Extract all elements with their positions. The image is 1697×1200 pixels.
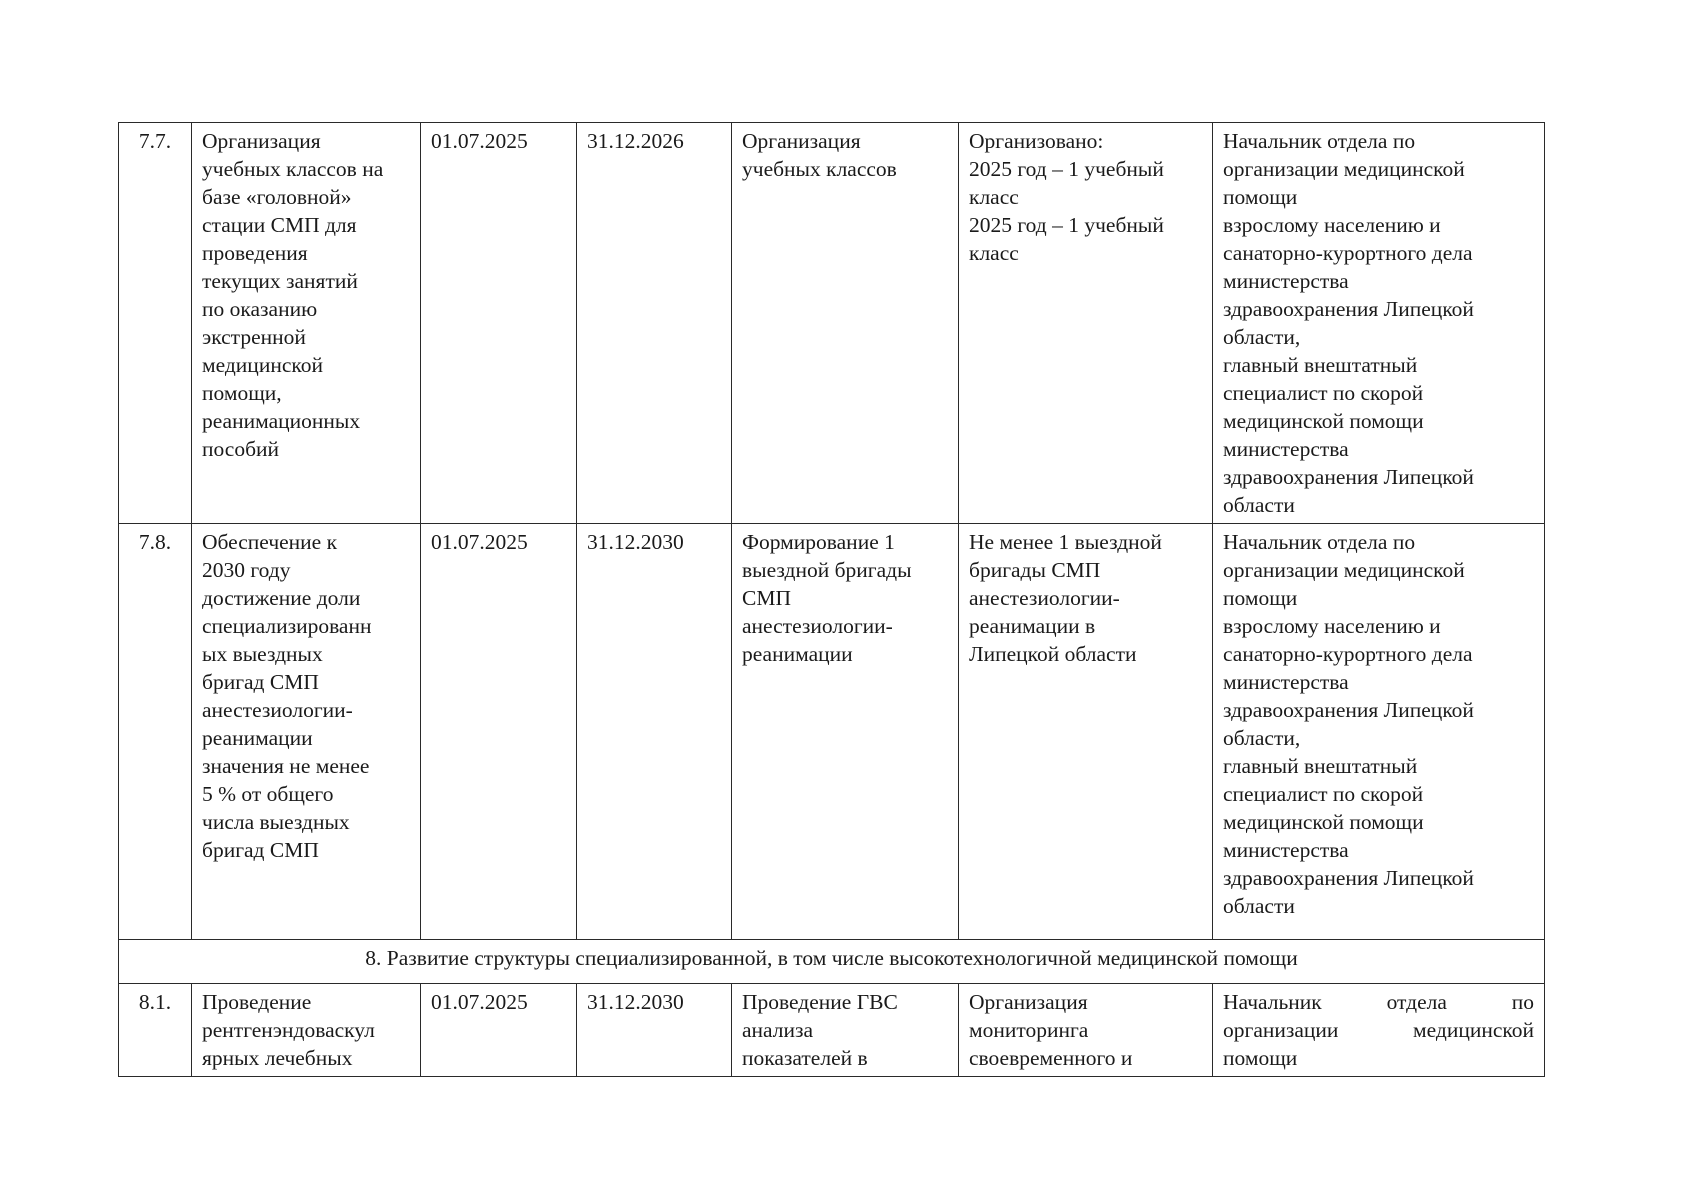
text-line: анестезиологии-	[202, 698, 353, 722]
text-line: СМП	[742, 586, 791, 610]
text-line: учебных классов на	[202, 157, 384, 181]
text-line: анестезиологии-	[969, 586, 1120, 610]
text-line: Проведение ГВС	[742, 990, 898, 1014]
text-line: бригад СМП	[202, 838, 319, 862]
text-line: специалист по скорой	[1223, 381, 1424, 405]
result-cell	[732, 524, 959, 940]
text-line: специалист по скорой	[1223, 782, 1424, 806]
responsible-cell	[1213, 984, 1545, 1077]
text-line: 2025 год – 1 учебный	[969, 157, 1164, 181]
text-line: помощи	[1223, 185, 1298, 209]
text-line: ярных лечебных	[202, 1046, 353, 1070]
end-date-cell: 31.12.2030	[577, 524, 732, 940]
text-line: 2025 год – 1 учебный	[969, 213, 1164, 237]
text-line: главный внештатный	[1223, 754, 1418, 778]
text-line: реанимации	[202, 726, 313, 750]
text-line: Формирование 1	[742, 530, 895, 554]
text-line: Липецкой области	[969, 642, 1137, 666]
text-line: класс	[969, 241, 1019, 265]
text-line: 5 % от общего	[202, 782, 334, 806]
text-line: базе «головной»	[202, 185, 352, 209]
text-line: Не менее 1 выездной	[969, 530, 1162, 554]
indicator-cell	[959, 524, 1213, 940]
text-line: проведения	[202, 241, 308, 265]
text-line: помощи	[1223, 1046, 1298, 1070]
text-line: медицинской помощи	[1223, 409, 1424, 433]
responsible-cell	[1213, 524, 1545, 940]
text-line: текущих занятий	[202, 269, 358, 293]
text-line: достижение доли	[202, 586, 361, 610]
text-line: экстренной	[202, 325, 306, 349]
text-line: Организация	[742, 129, 861, 153]
text-line: помощи	[1223, 586, 1298, 610]
text-line: реанимации в	[969, 614, 1096, 638]
plan-table	[118, 122, 1545, 1077]
row-number: 7.7.	[119, 123, 192, 524]
text-line: взрослому населению и	[1223, 614, 1441, 638]
text-line: стации СМП для	[202, 213, 357, 237]
text-line: главный внештатный	[1223, 353, 1418, 377]
text-line: министерства	[1223, 437, 1349, 461]
text-line: рентгенэндоваскул	[202, 1018, 375, 1042]
text-line: анестезиологии-	[742, 614, 893, 638]
start-date-cell: 01.07.2025	[421, 123, 577, 524]
text-line: реанимации	[742, 642, 853, 666]
text-line: Обеспечение к	[202, 530, 338, 554]
start-date-cell: 01.07.2025	[421, 984, 577, 1077]
result-cell	[732, 984, 959, 1077]
text-line: реанимационных	[202, 409, 361, 433]
text-line: здравоохранения Липецкой	[1223, 866, 1474, 890]
text-line: ых выездных	[202, 642, 323, 666]
row-number: 8.1.	[119, 984, 192, 1077]
text-line: бригад СМП	[202, 670, 319, 694]
result-cell	[732, 123, 959, 524]
table-row-8-1	[119, 984, 1545, 1077]
text-line: Организация	[202, 129, 321, 153]
text-line: выездной бригады	[742, 558, 912, 582]
text-line: показателей в	[742, 1046, 868, 1070]
text-line: бригады СМП	[969, 558, 1101, 582]
text-line: Проведение	[202, 990, 312, 1014]
text-line: организации медицинской	[1223, 1018, 1534, 1042]
text-line: здравоохранения Липецкой	[1223, 698, 1474, 722]
text-line: министерства	[1223, 670, 1349, 694]
event-cell	[192, 123, 421, 524]
text-line: области,	[1223, 726, 1301, 750]
text-line: здравоохранения Липецкой	[1223, 297, 1474, 321]
text-line: Начальник отдела по	[1223, 530, 1416, 554]
text-line: области	[1223, 493, 1295, 517]
text-line: области	[1223, 894, 1295, 918]
event-cell	[192, 524, 421, 940]
start-date-cell: 01.07.2025	[421, 524, 577, 940]
indicator-cell	[959, 123, 1213, 524]
text-line: Организовано:	[969, 129, 1104, 153]
text-line: по оказанию	[202, 297, 318, 321]
text-line: своевременного и	[969, 1046, 1133, 1070]
table-row-7-7	[119, 123, 1545, 524]
text-line: организации медицинской	[1223, 157, 1465, 181]
text-line: медицинской	[202, 353, 323, 377]
text-line: Начальник отдела по	[1223, 129, 1416, 153]
text-line: пособий	[202, 437, 280, 461]
section-title: 8. Развитие структуры специализированной, в том числе высокотехнологичной медицинской помощи	[119, 940, 1545, 984]
event-cell	[192, 984, 421, 1077]
text-line: анализа	[742, 1018, 814, 1042]
text-line: организации медицинской	[1223, 558, 1465, 582]
text-line: специализированн	[202, 614, 372, 638]
text-line: учебных классов	[742, 157, 897, 181]
text-line: области,	[1223, 325, 1301, 349]
table-row-7-8	[119, 524, 1545, 940]
indicator-cell	[959, 984, 1213, 1077]
text-line: Организация	[969, 990, 1088, 1014]
text-line: числа выездных	[202, 810, 350, 834]
text-line: мониторинга	[969, 1018, 1089, 1042]
text-line: значения не менее	[202, 754, 370, 778]
text-line: класс	[969, 185, 1019, 209]
text-line: министерства	[1223, 838, 1349, 862]
text-line: медицинской помощи	[1223, 810, 1424, 834]
text-line: санаторно-курортного дела	[1223, 241, 1473, 265]
text-line: 2030 году	[202, 558, 291, 582]
text-line: министерства	[1223, 269, 1349, 293]
end-date-cell: 31.12.2030	[577, 984, 732, 1077]
section-header-row	[119, 940, 1545, 984]
text-line: помощи,	[202, 381, 282, 405]
responsible-cell	[1213, 123, 1545, 524]
text-line: санаторно-курортного дела	[1223, 642, 1473, 666]
text-line: Начальник отдела по	[1223, 990, 1534, 1014]
row-number: 7.8.	[119, 524, 192, 940]
text-line: здравоохранения Липецкой	[1223, 465, 1474, 489]
text-line: взрослому населению и	[1223, 213, 1441, 237]
end-date-cell: 31.12.2026	[577, 123, 732, 524]
